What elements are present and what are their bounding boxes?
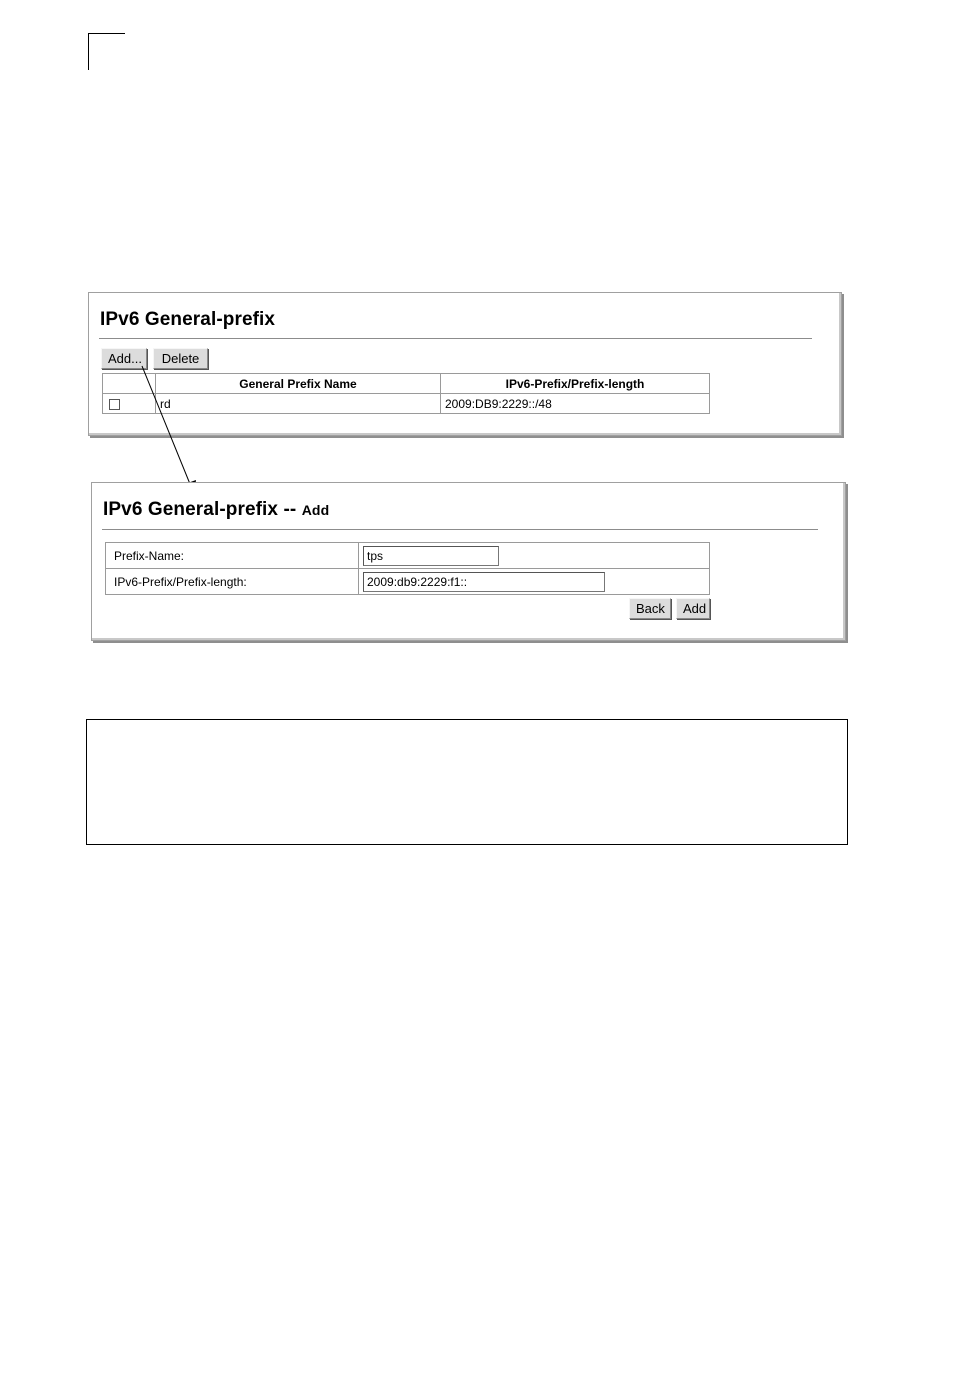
add-submit-button[interactable]: Add: [676, 598, 710, 619]
ipv6-prefix-label: IPv6-Prefix/Prefix-length:: [106, 569, 359, 595]
prefix-name-input[interactable]: tps: [363, 546, 499, 566]
arrow-line: [142, 366, 190, 484]
add-button[interactable]: Add...: [101, 348, 147, 369]
add-form-table: [105, 542, 710, 595]
form-row-prefix-name: [106, 543, 710, 569]
table-header-prefix: IPv6-Prefix/Prefix-length: [441, 374, 710, 394]
table-header-name: General Prefix Name: [156, 374, 441, 394]
prefix-name-label: Prefix-Name:: [106, 543, 359, 569]
add-page-title-suffix: Add: [301, 502, 330, 518]
form-row-ipv6-prefix: [106, 569, 710, 595]
delete-button[interactable]: Delete: [153, 348, 208, 369]
page-title: IPv6 General-prefix: [100, 309, 276, 330]
add-page-title-main: IPv6 General-prefix --: [103, 499, 297, 520]
general-prefix-add-panel: [91, 482, 846, 641]
empty-note-box: [86, 719, 848, 845]
row-prefix-name: rd: [156, 394, 441, 414]
row-prefix-value: 2009:DB9:2229::/48: [441, 394, 710, 414]
title-divider: [102, 529, 818, 530]
ipv6-prefix-input[interactable]: 2009:db9:2229:f1::: [363, 572, 605, 592]
prefix-name-cell: [359, 543, 710, 569]
add-page-title: [103, 499, 329, 521]
ipv6-prefix-cell: [359, 569, 710, 595]
back-button[interactable]: Back: [629, 598, 671, 619]
